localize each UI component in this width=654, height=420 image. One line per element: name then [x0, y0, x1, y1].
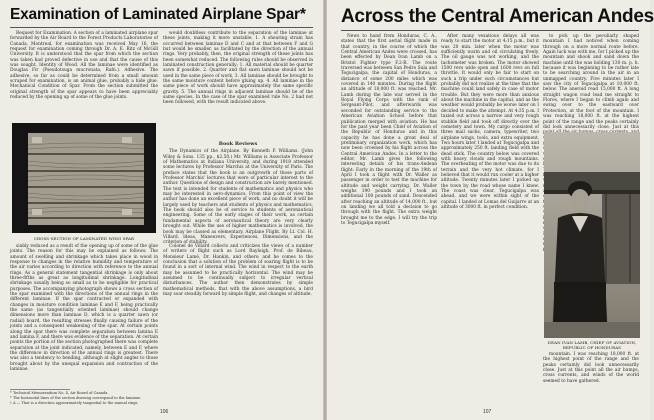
right-title-rule	[341, 30, 639, 31]
right-col1-paragraph: News to hand from Honduras, C. A., states that the first aerial flight made in that country, in the course of which the Central American Andes were crossed, has been effected by Dean Ivan Lamb on a Bristol Fighter type F.2-B. The route traversed was between San Pedro Sula and Tegucigalpa, the capital of Honduras, a distance of some 200 miles which was covered in 140 minutes. During the flight an altitude of 18,000 ft. was reached. Mr. Lamb during the late war served in the Royal Flying Corps with the rank of Sergeant-Pilot, and afterwards was seconded for outstanding service to the American Aviation School before that publication merged with aviation. He has for the past year been Chief of Aviation of the Republic of Honduras and in this capacity he has done a great deal of preliminary organization work, which has now been crowned by his flight across the Central American Andes. In a letter to the editor, Mr. Lamb gives the following interesting details of his trans-Andean flight: Early in the morning of the 19th of April I took a flight with Dr. Waller as passenger in order to test the machine for altitude and weight carrying. Dr. Waller weighs 190 pounds and I took an additional 100 pounds of sand. Descended after reaching an altitude of 14,000 ft., but on landing we all told a decision to go through with the flight. The extra weight brought me to the edge, I will try the trip to Tegucigalpa myself.	[341, 34, 437, 227]
left-col2b-text	[163, 244, 313, 386]
right-col1-text	[341, 34, 437, 408]
footnote-2: * The horizontal lines of the section drawing correspond to the laminae.	[10, 396, 142, 400]
left-col2-text	[163, 31, 313, 139]
book-reviews-section	[163, 139, 313, 246]
right-page-number: 107	[483, 409, 492, 415]
right-col2-text	[441, 34, 539, 408]
left-col2-paragraph: would doubtless contribute to the separation of the laminae at these joints, making it more unstable. 1. A shearing strain has occurred between laminae D and C and at that between F and G but would be smaller, as facilitated by the direction of the annual rings. Very probably, then, the original strength of these joints has been somewhat reduced. The following rules should be observed in laminated construction generally: 1. All material should be quarter sawn if possible. 2. Quarter and flat sawn laminae should not be used in the same piece of work. 3. All laminae should be brought to the same moisture content before gluing up. 4. All laminae in the same piece of work should have approximately the same specific gravity. 5. The annual rings in adjacent laminae should be of the same species. In the case of the spar examined rule No. 2 had not been followed, with the result indicated above.	[163, 31, 313, 106]
left-col2b-paragraph: Colonel de Villard collects and criticizes the views of a number of writers of flight such as Lord Rayleigh, Prof. de Ribeau, Monsieur Lamé, Dr. Hankin, and others; and he comes to the conclusion that a solution of the problem of soaring flight is to be found in a sort of internal wind. The wind in respect to the earth may be assumed to be practically horizontal. The wind may be assumed to be continually subject to irregular vertical disturbances. The author then demonstrates by simple mathematical methods, that with the above assumptions, a bird may soar steadily forward by simple flight, and changes of altitude.	[163, 244, 313, 298]
right-col3b-paragraph: mountain. I was reaching 18,000 ft. at the highest point of the range and the peaks certainly did look unnecessarily close. Just at this point all the air bumps, cross currents, and winds of the world seemed to have gathered.	[543, 352, 639, 384]
left-col1b-paragraph: siably reduced as a result of the opening up of some of the glue joints. The reason for this may be explained as follows: The amount of swelling and shrinkage which takes place in wood in response to changes in the relative humidity and temperature of the air varies according to direction with reference to the annual rings. As a general statement tangential shrinkage is only about three-fifths as great as longitudinal shrinkage. Longitudinal shrinkage usually being so small as to be negligible for practical purposes. The accompanying photograph shows a cross section of the spar examined with the directions of the annual rings in the different laminae. If the spar contracted or expanded with changes in moisture condition laminae E and F, being practically the same (as tangentially oriented laminae) should change dimensions more than laminae D, which is a quarter sawn (or radial) board, the resulting stresses finally causing failure of the joints and a consequent weakening of the spar. At certain points along the spar there was complete separation between lamina E and lamina F, and there was evidence of the separation. At certain points the portion of the section photographed there was complete separation at the joint indicated, namely, between E and F, where the difference in direction of the annual rings is greatest. There was also a tendency to bending, although at slight angles to those brought about by the unequal expansion and contraction of the laminae.	[10, 244, 158, 372]
left-col1b-text	[10, 244, 158, 386]
right-col2-paragraph: After many vexatious delays all was ready to start the motor at 4:15 p.m., but it was 20 min. later when the motor was sufficiently warm and oil circulating freely. The oil gauge was not working, and the tachometer was broken. The motor showed 1500 revs wide open and 1600 revs on full throttle. It would only be fair to start on such a trip under such circumstances but probably did not realize at the time that the machine could land safely in case of motor trouble. But they were more than anxious about the machine in the capital, and as the weather would probably be worse later on I decided to make the attempt. At 4:35 p.m. I taxied out across a narrow and very rough stubble field and took off directly over the cemetery and town. My cargo consisted of three mail sacks, camera, typewriter, two airplane wings, tools, and extra equipment. Two hours later I landed at Tegucigalpa and approximately 250 ft. landing field with the dead stick. The country below was covered with heavy clouds and rough mountains. The overheating of the motor was due to its terrain and the very hot climate, for I believed that it would run cooler at a higher altitude. Twenty minutes later I picked up the town by the road whose name I knew. The coast was clear, Tegucigalpa was ahead, and we were within sight of the capital. I landed at Lomas del Guijarro at an altitude of 3000 ft. in perfect condition.	[441, 34, 539, 210]
spar-cross-section-photo	[12, 123, 156, 233]
left-col1-paragraph: Request for Examination. A section of a laminated airplane spar forwarded by the Air Board to the Forest Products Laboratories of Canada, Montreal, for examination was received May 16, the request for examination coming through Dr. A. E. Ritz of McGill University. It is understood that the spar from which the section was taken had proved defective in use and that the cause of this was sought. Identity of Wood. All the laminae were identified as Douglas Fir (Pseudotsuga mucronata, Rafn.). Adhesive. The adhesive, so far as could be determined from a small amount scraped for examination, is an animal glue, probably a hide glue. Mechanical Condition of Spar. From the section submitted the original strength of the spar appears to have been appreciably reduced by the opening up of some of the glue joints.	[10, 31, 158, 101]
left-page-title: Examination of Laminated Airplane Spar*	[10, 6, 306, 23]
right-col3b-text	[543, 352, 639, 408]
left-page	[0, 0, 323, 420]
footnote-3: † A — That is a direction approximately tangential to the annual rings.	[10, 401, 139, 405]
aviator-photo	[544, 132, 640, 338]
title-rule	[10, 27, 313, 28]
right-col3-text	[543, 34, 639, 130]
aviator-image	[544, 132, 640, 338]
left-figure-caption: CROSS-SECTION OF LAMINATED WING SPAR	[33, 236, 135, 241]
right-col3-paragraph: to pick up the peculiarly shaped mountain I had noticed when coming through on a more normal route before. Again luck was with me, for I picked up the mountain and shook and sand down the machine until the was holding 130 m. p. h. because it was beginning to be rather late to be searching around in the air in an unmapped country. Five minutes later I saw the city of Tegucigalpa at 10,000 ft. below. The aneroid read 15,000 ft. A long straight wagon road lead me straight to Flores, where I began to climb again and swing over to the eastward over Protection, at the foot of the mountain. I was reaching 18,000 ft. at the highest point of the range and the peaks certainly did look unnecessarily close. Just at this	[543, 34, 639, 130]
book-reviews-text: The Dynamics of the Airplane. By Kenneth P. Williams. (John Wiley & Sons. 135 pp., $2.50.) Mr. Williams is Associate Professor of Mathematics at Indiana University, and during 1918 attended some lectures by Professor Marchis at the University of Paris. The preface states that the book is an outgrowth of those parts of Professor Marchis' lectures that were of particular interest to the author. Questions of design and construction are barely mentioned. The text is intended for students of mathematics and physics who may be interested in aero-dynamics. From this point of view the author has done an excellent piece of work, and no doubt it will be largely used by teachers and students of physics and mathematics. The book should also be of service to students of aeronautical engineering. Some of the early stages of their work, as certain fundamental aspects of aeronautical theory are very clearly brought out. While the use of higher mathematics is involved, the book may be classed as elementary. Airplane Flight. By Lt. Col. H. Villard. Ideas, Maneuvers, Experiences, Dimensions, and the criterion of stability.	[163, 149, 313, 246]
right-page-title: Across the Central American Andes	[341, 6, 654, 27]
spar-cross-section-image	[12, 123, 156, 233]
right-figure-caption: DEAN IVAN LAMB, CHIEF OF AVIATION, REPUBLIC OF HONDURAS	[547, 340, 637, 350]
footnote-rule	[10, 389, 70, 390]
left-page-number: 106	[160, 409, 169, 415]
right-page	[327, 0, 654, 420]
footnote-1: * Technical Memorandum No. 4, Air Board of Canada.	[10, 391, 109, 395]
book-reviews-heading: Book Reviews	[218, 141, 258, 147]
